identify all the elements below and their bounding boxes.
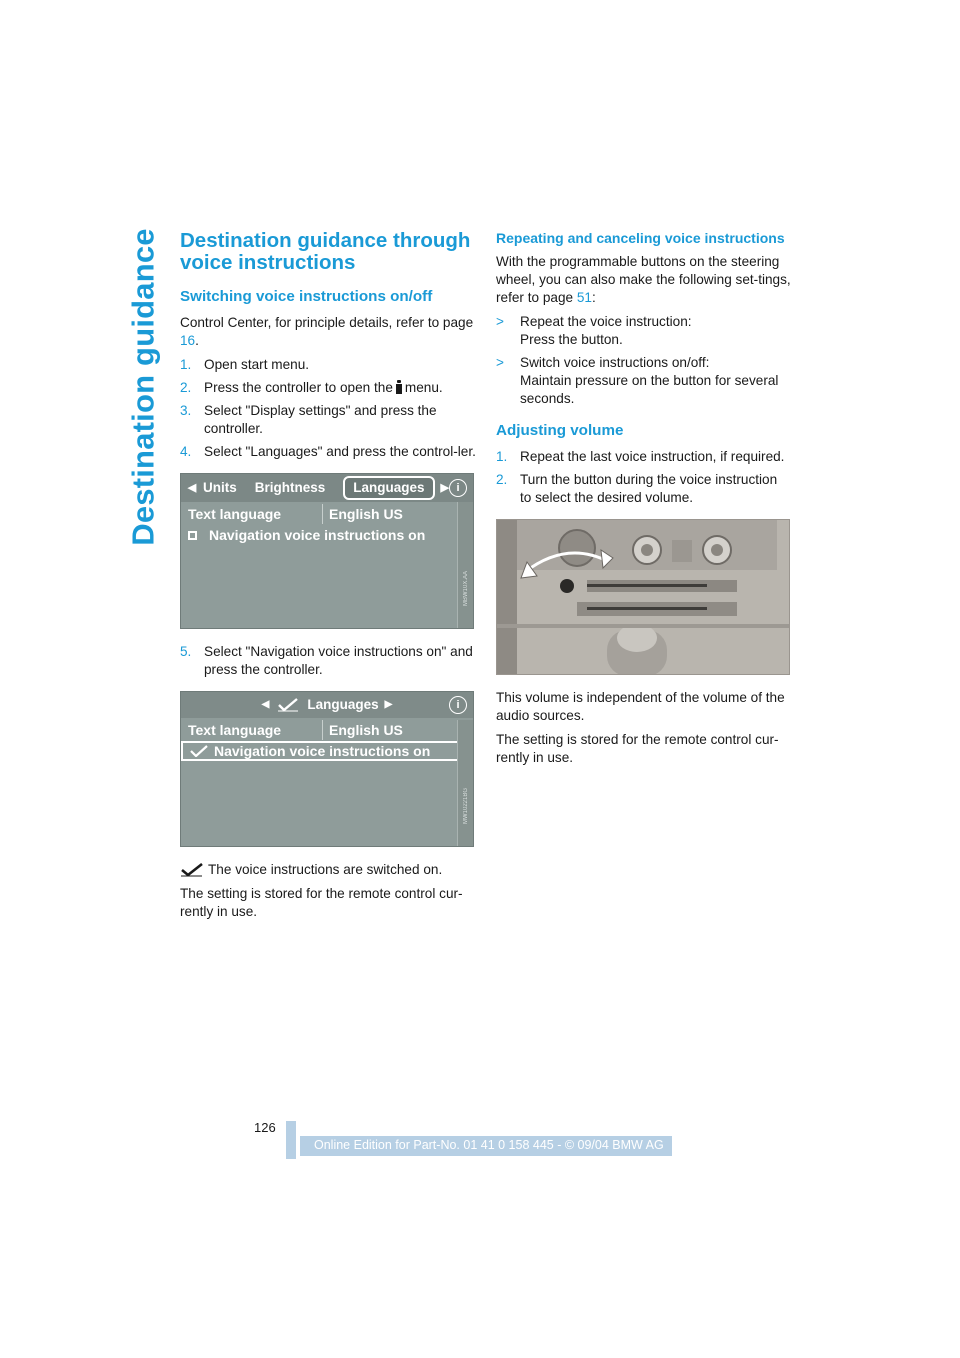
step-4: 4. Select "Languages" and press the control-ler. bbox=[180, 444, 476, 459]
side-chapter-title: Destination guidance bbox=[126, 228, 162, 546]
tab-brightness[interactable]: Brightness bbox=[254, 480, 326, 495]
checkmark-icon bbox=[190, 745, 208, 757]
bullet-switch: > Switch voice instructions on/off: Maintain pressure on the button for several seconds. bbox=[496, 355, 779, 406]
heading-adjusting-volume: Adjusting volume bbox=[496, 422, 624, 439]
step-1: 1. Open start menu. bbox=[180, 357, 310, 372]
section-heading-switching: Switching voice instructions on/off bbox=[180, 288, 433, 305]
screen-row-voice-instructions[interactable]: Navigation voice instructions on bbox=[181, 525, 457, 545]
screen-row-text-language[interactable]: Text language English US bbox=[181, 720, 457, 740]
screen-row-text-language[interactable]: Text language English US bbox=[181, 504, 457, 524]
checkbox-unchecked-icon bbox=[188, 531, 197, 540]
scrollbar bbox=[457, 502, 473, 628]
programmable-buttons-paragraph: With the programmable buttons on the steering wheel, you can also make the following set-tings, refer to page 51: bbox=[496, 254, 791, 305]
volume-step-1: 1. Repeat the last voice instruction, if required. bbox=[496, 449, 785, 464]
right-column bbox=[496, 230, 792, 773]
step-3: 3. Select "Display settings" and press the controller. bbox=[180, 403, 437, 436]
screen-title-bar: ◀ Languages ▶ i bbox=[181, 692, 473, 718]
stored-note-right: The setting is stored for the remote control cur-rently in use. bbox=[496, 732, 779, 765]
tab-languages[interactable]: Languages bbox=[343, 476, 434, 500]
arrow-right-icon: ▶ bbox=[384, 699, 393, 710]
info-icon[interactable]: i bbox=[449, 479, 467, 497]
screen-row-voice-instructions-selected[interactable]: Navigation voice instructions on bbox=[181, 741, 459, 761]
volume-independent-paragraph: This volume is independent of the volume of the audio sources. bbox=[496, 690, 785, 723]
console-illustration bbox=[497, 520, 790, 675]
arrow-left-icon: ◀ bbox=[187, 482, 197, 494]
image-code: MW10221BG bbox=[463, 787, 469, 824]
stored-note: The setting is stored for the remote control cur-rently in use. bbox=[180, 886, 463, 919]
step-5: 5. Select "Navigation voice instructions on" and press the controller. bbox=[180, 644, 473, 677]
step-2: 2. Press the controller to open the menu. bbox=[180, 380, 443, 395]
footer-accent-bar bbox=[286, 1121, 296, 1159]
arrow-right-icon: ▶ bbox=[440, 482, 449, 494]
screen-tab-bar bbox=[181, 474, 473, 502]
bullet-repeat: > Repeat the voice instruction: Press the button. bbox=[496, 314, 692, 347]
tab-units[interactable]: Units bbox=[203, 480, 237, 495]
footer-edition-note: Online Edition for Part-No. 01 41 0 158 445 - © 09/04 BMW AG bbox=[300, 1136, 672, 1156]
left-column bbox=[180, 230, 478, 927]
page-link-51[interactable]: 51 bbox=[576, 290, 592, 305]
arrow-left-icon: ◀ bbox=[261, 699, 270, 710]
main-heading: Destination guidance through voice instructions bbox=[180, 229, 471, 274]
display-screen-languages-checked bbox=[180, 691, 474, 847]
info-menu-icon bbox=[396, 380, 402, 394]
tick-note: The voice instructions are switched on. bbox=[180, 861, 478, 879]
page-number: 126 bbox=[254, 1120, 276, 1135]
console-photo bbox=[496, 519, 790, 675]
display-screen-languages-tab bbox=[180, 473, 474, 629]
volume-step-2: 2. Turn the button during the voice instruction to select the desired volume. bbox=[496, 472, 778, 505]
page-link-16[interactable]: 16 bbox=[180, 333, 196, 348]
scrollbar bbox=[457, 720, 473, 846]
intro-paragraph: Control Center, for principle details, refer to page 16. bbox=[180, 315, 474, 348]
info-icon[interactable]: i bbox=[449, 696, 467, 714]
checkmark-icon bbox=[277, 698, 299, 712]
checkmark-icon bbox=[180, 863, 204, 877]
heading-repeating-canceling: Repeating and canceling voice instructions bbox=[496, 230, 785, 246]
image-code: MBW10X.AA bbox=[463, 570, 469, 606]
